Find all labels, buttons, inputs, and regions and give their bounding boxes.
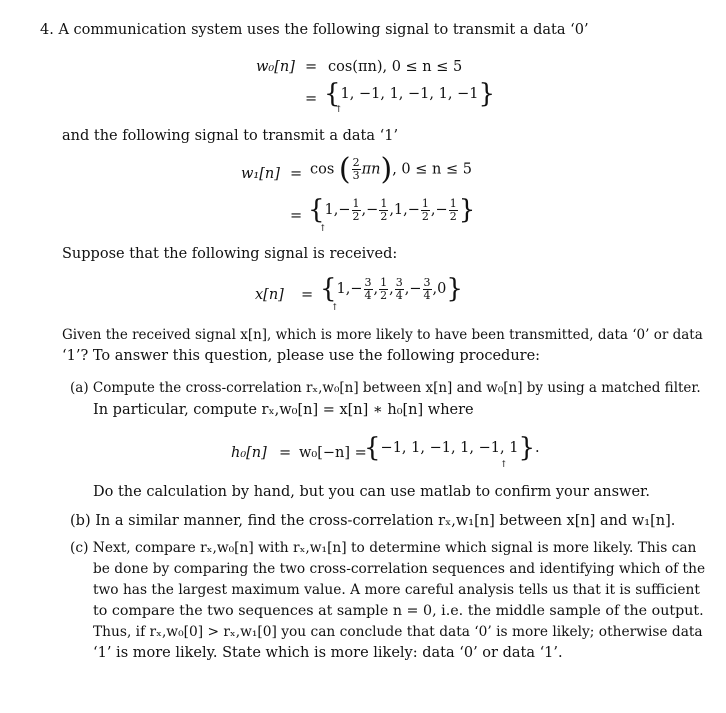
x-frac-2: $\frac{1}{2}$ <box>380 275 388 302</box>
w0-definition: cos(πn), 0 ≤ n ≤ 5 <box>328 59 463 75</box>
h0-origin-arrow: ↑ <box>500 460 508 470</box>
intro-text: 4. A communication system uses the following signal to transmit a data ‘0’ <box>40 22 589 38</box>
x-lhs: x[n] <box>255 287 284 303</box>
part-b: (b) In a similar manner, find the cross-correlation rₓ,w₁[n] between x[n] and w₁[n]. <box>70 513 676 529</box>
part-c-line-1: (c) Next, compare rₓ,w₀[n] with rₓ,w₁[n] to determine which signal is more likely. This can <box>70 540 697 556</box>
suppose-text: Suppose that the following signal is received: <box>62 246 398 262</box>
part-a-line-2: In particular, compute rₓ,w₀[n] = x[n] ∗ h₀[n] where <box>93 402 474 418</box>
h0-equals: = <box>279 445 292 461</box>
x-origin-arrow: ↑ <box>331 303 339 313</box>
w1-cos: cos <box>310 161 335 178</box>
w0-origin-arrow: ↑ <box>335 105 343 115</box>
h0-sequence: {−1, 1, −1, 1, −1, 1}. <box>364 433 540 463</box>
given-line-1: Given the received signal x[n], which is more likely to have been transmitted, data ‘0’ or data <box>62 327 703 343</box>
w1-sequence: {1,− $\frac{1}{2}$ ,− $\frac{1}{2}$ ,1,− $\frac{1}{2}$ ,− $\frac{1}{2}$ } <box>308 195 476 225</box>
w1-seq-frac-2: $\frac{1}{2}$ <box>380 196 388 223</box>
w1-origin-arrow: ↑ <box>319 224 327 234</box>
x-frac-4: $\frac{3}{4}$ <box>423 275 431 302</box>
part-c-line-6: ‘1’ is more likely. State which is more likely: data ‘0’ or data ‘1’. <box>93 645 563 661</box>
brace-open: { <box>324 79 341 109</box>
h0-lhs: h₀[n] <box>231 445 267 461</box>
w0-seq-values: 1, −1, 1, −1, 1, −1 <box>340 86 479 102</box>
w0-equals-2: = <box>305 91 318 107</box>
x-frac-1: $\frac{3}{4}$ <box>364 275 372 302</box>
w1-range: , 0 ≤ n ≤ 5 <box>392 161 472 178</box>
w1-seq-frac-3: $\frac{1}{2}$ <box>421 196 429 223</box>
brace-close: } <box>478 79 495 109</box>
h0-seq-values: −1, 1, −1, 1, −1, 1 <box>380 440 519 456</box>
part-a-line-1: (a) Compute the cross-correlation rₓ,w₀[n] between x[n] and w₀[n] by using a matched filter. <box>70 380 701 396</box>
w0-lhs: w₀[n] <box>256 59 295 75</box>
w0-equals-1: = <box>305 59 318 75</box>
part-c-line-3: two has the largest maximum value. A more careful analysis tells us that it is sufficient <box>93 582 700 598</box>
w1-equals-2: = <box>290 208 303 224</box>
part-c-line-4: to compare the two sequences at sample n = 0, i.e. the middle sample of the output. <box>93 603 704 619</box>
w1-definition: cos ( $\frac{2}{3}$ πn), 0 ≤ n ≤ 5 <box>310 152 472 187</box>
x-sequence: {1,− $\frac{3}{4}$ , $\frac{1}{2}$ , $\frac{3}{4}$ ,− $\frac{3}{4}$ ,0} <box>320 274 463 304</box>
w1-lhs: w₁[n] <box>241 166 280 182</box>
part-c-line-2: be done by comparing the two cross-correlation sequences and identifying which of the <box>93 561 706 577</box>
x-frac-3: $\frac{3}{4}$ <box>395 275 403 302</box>
part-a-line-3: Do the calculation by hand, but you can use matlab to confirm your answer. <box>93 484 650 500</box>
w1-equals-1: = <box>290 166 303 182</box>
w1-arg-tail: πn <box>361 161 381 178</box>
given-line-2: ‘1’? To answer this question, please use the following procedure: <box>62 348 541 364</box>
w0-sequence <box>324 79 495 109</box>
part-c-line-5: Thus, if rₓ,w₀[0] > rₓ,w₁[0] you can conclude that data ‘0’ is more likely; otherwise data <box>93 624 703 640</box>
w1-seq-frac-1: $\frac{1}{2}$ <box>352 196 360 223</box>
w1-arg-fraction: $\frac{2}{3}$ <box>352 156 360 182</box>
w1-seq-frac-4: $\frac{1}{2}$ <box>449 196 457 223</box>
and-text: and the following signal to transmit a data ‘1’ <box>62 128 399 144</box>
x-equals: = <box>301 287 314 303</box>
h0-mid: w₀[−n] = <box>299 445 367 461</box>
